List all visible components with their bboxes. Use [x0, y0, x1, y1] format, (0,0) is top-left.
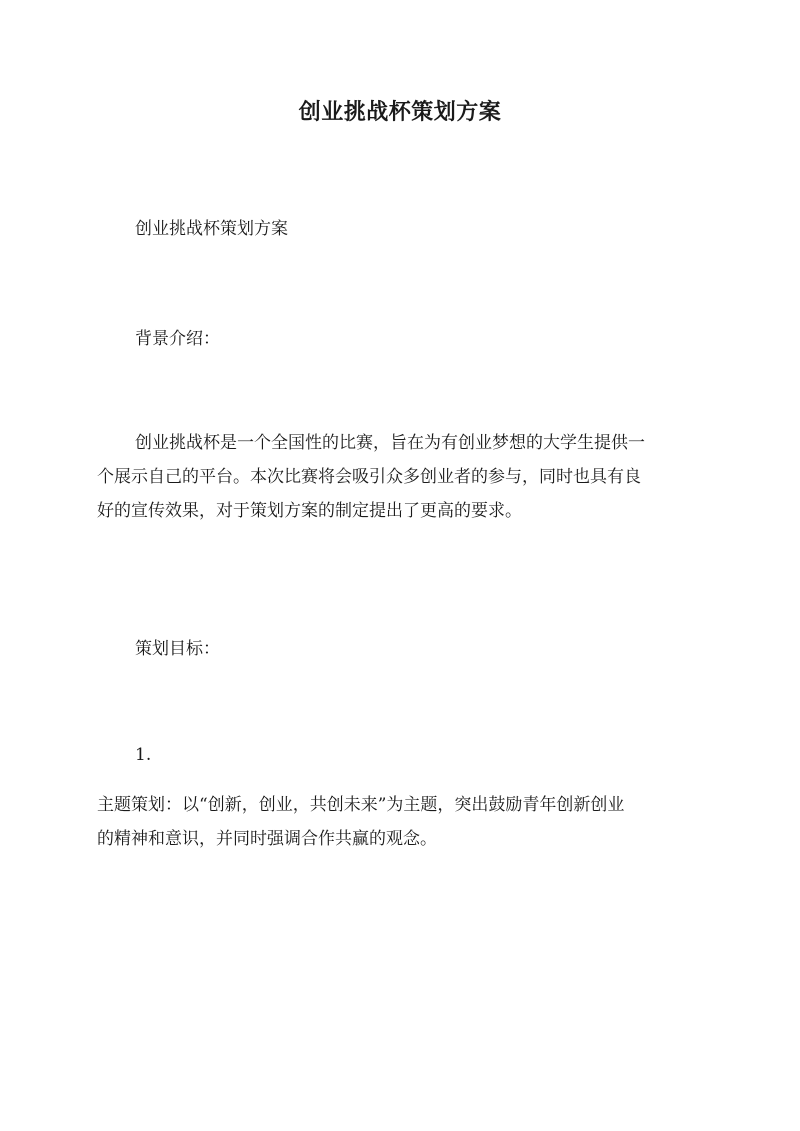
background-paragraph	[97, 426, 703, 528]
goal-item-paragraph	[97, 788, 703, 856]
document-title: 创业挑战杯策划方案	[298, 99, 502, 125]
goal-item-line-2: 的精神和意识，并同时强调合作共赢的观念。	[97, 829, 437, 849]
background-line-3: 好的宣传效果，对于策划方案的制定提出了更高的要求。	[97, 501, 522, 521]
background-heading: 背景介绍：	[135, 329, 220, 349]
background-line-1: 创业挑战杯是一个全国性的比赛，旨在为有创业梦想的大学生提供一	[135, 433, 645, 453]
goal-item-line-1: 主题策划：以“创新，创业，共创未来”为主题，突出鼓励青年创新创业	[97, 795, 625, 815]
goal-item-number: 1.	[135, 745, 152, 765]
document-subtitle: 创业挑战杯策划方案	[135, 219, 288, 239]
goals-heading: 策划目标：	[135, 639, 220, 659]
background-line-2: 个展示自己的平台。本次比赛将会吸引众多创业者的参与，同时也具有良	[97, 467, 641, 487]
